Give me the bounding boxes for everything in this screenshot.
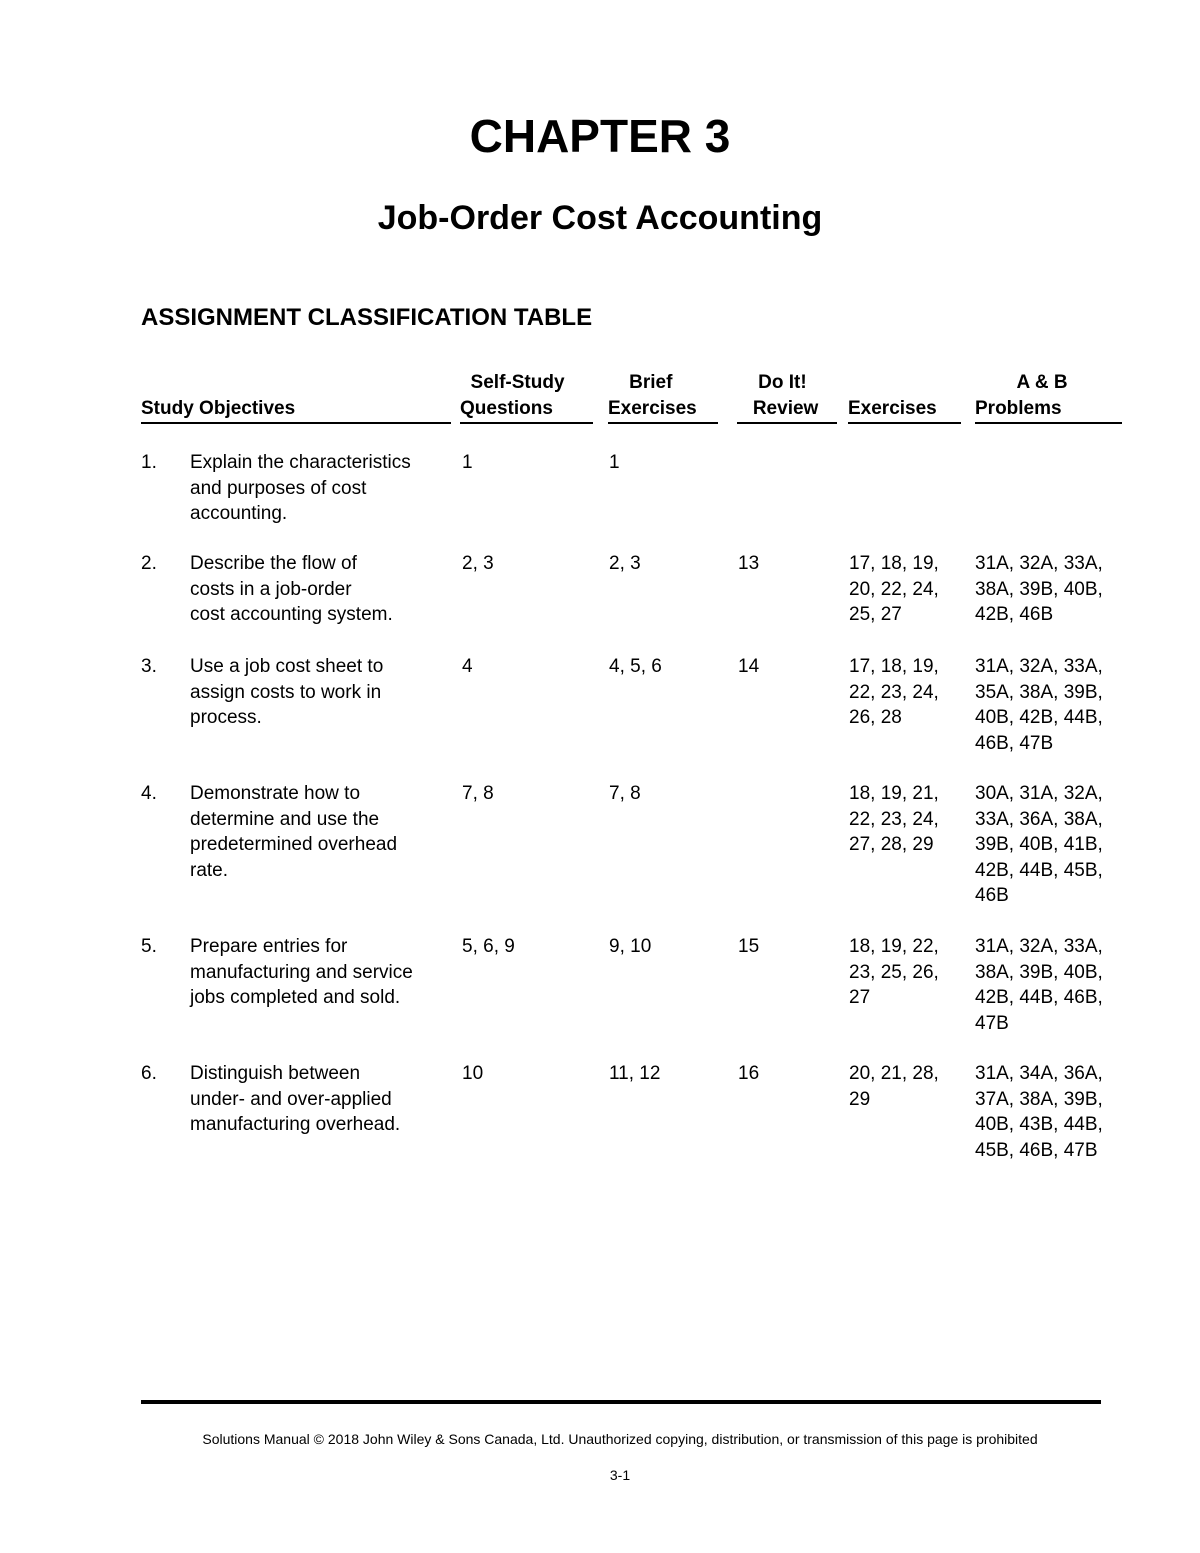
cell-line: process. xyxy=(190,707,262,729)
cell-brief xyxy=(609,934,651,960)
cell-ab xyxy=(975,551,1103,628)
header-do-it-review xyxy=(737,370,837,424)
cell-line: 42B, 44B, 45B, xyxy=(975,859,1103,881)
objective-number: 2. xyxy=(141,553,157,574)
objective-number: 5. xyxy=(141,936,157,957)
header-self-study-questions xyxy=(460,370,593,424)
objective-number: 3. xyxy=(141,656,157,677)
cell-brief xyxy=(609,781,641,807)
cell-line: 40B, 42B, 44B, xyxy=(975,707,1103,729)
cell-exercises xyxy=(849,551,939,628)
cell-line: 31A, 34A, 36A, xyxy=(975,1063,1103,1084)
header-exercises xyxy=(848,370,961,424)
cell-line: 38A, 39B, 40B, xyxy=(975,961,1103,983)
cell-self-study xyxy=(462,1061,483,1087)
chapter-title: CHAPTER 3 xyxy=(469,110,731,162)
header-line-2: Exercises xyxy=(608,398,697,419)
cell-line: Use a job cost sheet to xyxy=(190,656,384,677)
cell-line: 9, 10 xyxy=(609,936,652,957)
footer-copyright: Solutions Manual © 2018 John Wiley & Sons Canada, Ltd. Unauthorized copying, distribution, or transmission of this page is prohibited xyxy=(202,1431,1038,1447)
cell-line: 31A, 32A, 33A, xyxy=(975,553,1103,574)
cell-line: rate. xyxy=(190,859,229,881)
objective-number: 6. xyxy=(141,1063,157,1084)
cell-line: 46B xyxy=(975,885,1009,907)
cell-line: manufacturing overhead. xyxy=(190,1114,401,1136)
cell-do-it xyxy=(738,654,759,680)
cell-objective xyxy=(190,450,411,527)
cell-self-study xyxy=(462,450,473,476)
footer-rule xyxy=(141,1400,1101,1404)
cell-line: 20, 21, 28, xyxy=(849,1063,939,1084)
cell-num xyxy=(141,934,157,960)
cell-num xyxy=(141,654,157,680)
cell-brief xyxy=(609,450,620,476)
cell-line: and purposes of cost xyxy=(190,477,367,499)
cell-line: 13 xyxy=(738,553,760,574)
cell-line: 5, 6, 9 xyxy=(462,936,515,957)
cell-line: 27, 28, 29 xyxy=(849,834,934,856)
cell-brief xyxy=(609,551,641,577)
cell-line: 17, 18, 19, xyxy=(849,553,939,574)
cell-line: predetermined overhead xyxy=(190,834,398,856)
cell-brief xyxy=(609,654,662,680)
header-line-1: Self-Study xyxy=(460,372,565,393)
cell-ab xyxy=(975,1061,1103,1163)
cell-line: costs in a job-order xyxy=(190,578,352,600)
cell-objective xyxy=(190,781,397,883)
cell-line: Describe the flow of xyxy=(190,553,357,574)
header-line-2: Questions xyxy=(460,398,553,419)
header-line-2: Study Objectives xyxy=(141,398,296,419)
cell-line: 29 xyxy=(849,1088,871,1110)
cell-line: Distinguish between xyxy=(190,1063,361,1084)
cell-line: 25, 27 xyxy=(849,604,902,626)
cell-do-it xyxy=(738,934,759,960)
cell-line: 37A, 38A, 39B, xyxy=(975,1088,1103,1110)
header-line-2: Exercises xyxy=(848,398,937,419)
cell-line: 27 xyxy=(849,987,871,1009)
cell-objective xyxy=(190,1061,400,1138)
page-number: 3-1 xyxy=(609,1467,631,1483)
cell-line: 1 xyxy=(609,452,620,473)
cell-line: 18, 19, 21, xyxy=(849,783,939,804)
cell-line: 40B, 43B, 44B, xyxy=(975,1114,1103,1136)
cell-line: 4 xyxy=(462,656,473,677)
cell-line: assign costs to work in xyxy=(190,681,382,703)
cell-line: 23, 25, 26, xyxy=(849,961,939,983)
cell-line: 14 xyxy=(738,656,760,677)
cell-num xyxy=(141,551,157,577)
cell-ab xyxy=(975,654,1103,756)
cell-brief xyxy=(609,1061,660,1087)
cell-exercises xyxy=(849,1061,939,1112)
cell-line: 16 xyxy=(738,1063,760,1084)
cell-num xyxy=(141,781,157,807)
cell-line: 20, 22, 24, xyxy=(849,578,939,600)
cell-line: 7, 8 xyxy=(609,783,641,804)
chapter-subtitle: Job-Order Cost Accounting xyxy=(377,199,823,237)
header-line-1 xyxy=(848,370,961,396)
header-study-objectives xyxy=(141,370,451,424)
cell-line: 42B, 46B xyxy=(975,604,1054,626)
cell-num xyxy=(141,450,157,476)
cell-line: accounting. xyxy=(190,503,288,525)
header-line-2: Review xyxy=(737,398,819,419)
cell-exercises xyxy=(849,934,939,1011)
cell-do-it xyxy=(738,551,759,577)
cell-line: Explain the characteristics xyxy=(190,452,411,473)
header-line-1 xyxy=(141,370,451,396)
cell-line: 17, 18, 19, xyxy=(849,656,939,677)
cell-line: 10 xyxy=(462,1063,484,1084)
cell-exercises xyxy=(849,781,939,858)
cell-line: 31A, 32A, 33A, xyxy=(975,656,1103,677)
cell-line: 26, 28 xyxy=(849,707,902,729)
cell-line: 11, 12 xyxy=(609,1063,661,1084)
cell-self-study xyxy=(462,934,515,960)
cell-num xyxy=(141,1061,157,1087)
cell-line: 38A, 39B, 40B, xyxy=(975,578,1103,600)
cell-line: under- and over-applied xyxy=(190,1088,392,1110)
cell-line: 22, 23, 24, xyxy=(849,808,939,830)
section-heading: ASSIGNMENT CLASSIFICATION TABLE xyxy=(141,304,593,331)
cell-line: 2, 3 xyxy=(609,553,641,574)
cell-objective xyxy=(190,934,413,1011)
header-line-1: A & B xyxy=(975,372,1068,393)
cell-line: 47B xyxy=(975,1012,1009,1034)
cell-line: determine and use the xyxy=(190,808,380,830)
cell-line: 31A, 32A, 33A, xyxy=(975,936,1103,957)
objective-number: 1. xyxy=(141,452,157,473)
cell-line: cost accounting system. xyxy=(190,604,393,626)
header-ab-problems xyxy=(975,370,1122,424)
cell-line: Prepare entries for xyxy=(190,936,348,957)
cell-line: 22, 23, 24, xyxy=(849,681,939,703)
header-line-1: Brief xyxy=(608,372,673,393)
cell-ab xyxy=(975,934,1103,1036)
cell-self-study xyxy=(462,781,494,807)
cell-line: Demonstrate how to xyxy=(190,783,361,804)
objective-number: 4. xyxy=(141,783,157,804)
cell-line: 39B, 40B, 41B, xyxy=(975,834,1103,856)
cell-self-study xyxy=(462,551,494,577)
cell-line: 4, 5, 6 xyxy=(609,656,662,677)
cell-do-it xyxy=(738,1061,759,1087)
header-line-2: Problems xyxy=(975,398,1062,419)
cell-self-study xyxy=(462,654,473,680)
cell-ab xyxy=(975,781,1103,909)
cell-line: 2, 3 xyxy=(462,553,494,574)
cell-line: manufacturing and service xyxy=(190,961,413,983)
cell-objective xyxy=(190,654,383,731)
header-line-1: Do It! xyxy=(737,372,807,393)
header-brief-exercises xyxy=(608,370,718,424)
cell-line: 1 xyxy=(462,452,473,473)
cell-line: 18, 19, 22, xyxy=(849,936,939,957)
cell-line: 15 xyxy=(738,936,760,957)
cell-line: 7, 8 xyxy=(462,783,494,804)
cell-objective xyxy=(190,551,393,628)
cell-line: 30A, 31A, 32A, xyxy=(975,783,1103,804)
cell-line: 33A, 36A, 38A, xyxy=(975,808,1103,830)
cell-line: 46B, 47B xyxy=(975,732,1054,754)
cell-line: 42B, 44B, 46B, xyxy=(975,987,1103,1009)
cell-line: 35A, 38A, 39B, xyxy=(975,681,1103,703)
cell-line: jobs completed and sold. xyxy=(190,987,401,1009)
cell-exercises xyxy=(849,654,939,731)
cell-line: 45B, 46B, 47B xyxy=(975,1139,1098,1161)
